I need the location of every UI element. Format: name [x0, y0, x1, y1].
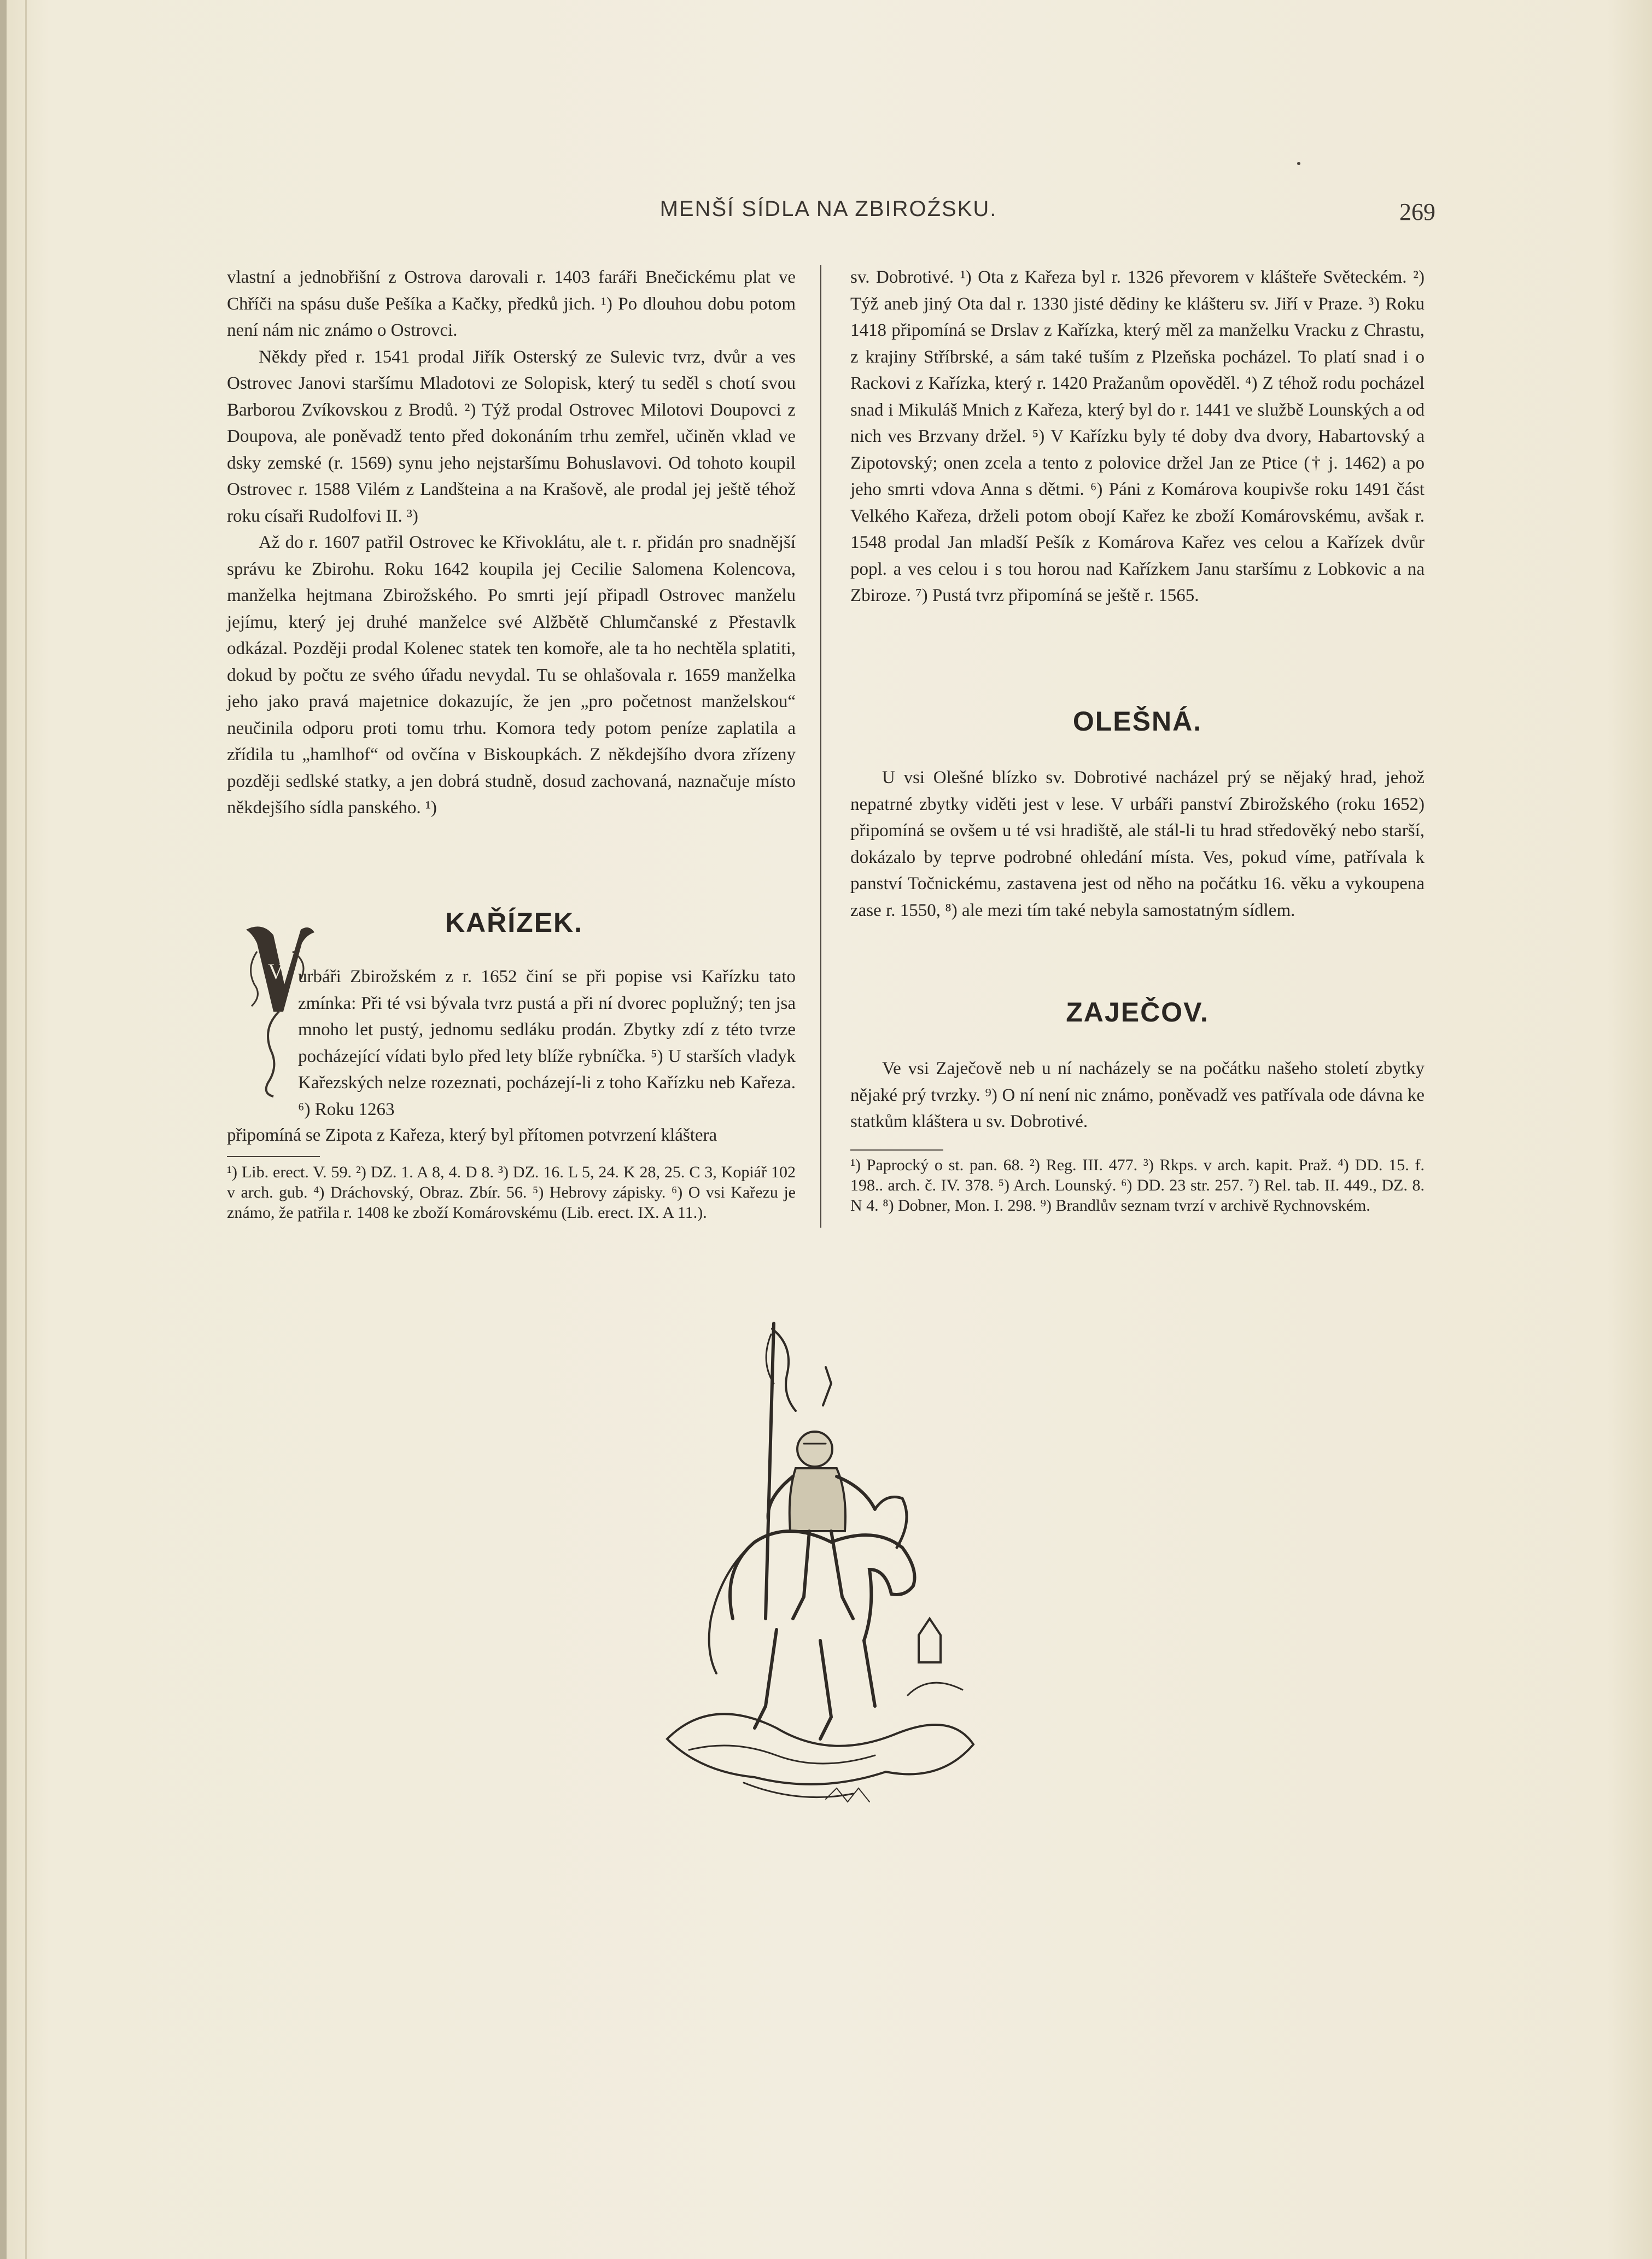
paragraph: sv. Dobrotivé. ¹) Ota z Kařeza byl r. 1326 převorem v klášteře Světeckém. ²) Týž aneb jiný Ota dal r. 1330 jisté dědiny ke klášteru sv. Jiří v Praze. ³) Roku 1418 připomíná se Drslav z Kařízka, který měl za manželku Vracku z Chrastu, z krajiny Stříbrské, a sám také tuším z Plzeňska pocházel. To platí snad i o Rackovi z Kařízka, který r. 1420 Pražanům opověděl. ⁴) Z téhož rodu pocházel snad i Mikuláš Mnich z Kařeza, který byl do r. 1441 ve službě Lounských a od nich ves Brzvany držel. ⁵) V Kařízku byly té doby dva dvory, Habartovský a Zipotovský; onen zcela a tento z polovice držel Jan ze Ptice († j. 1462) a po jeho smrti vdova Anna s dětmi. ⁶) Páni z Komárova koupivše roku 1491 část Velkého Kařeza, drželi potom obojí Kařez ke zboží Komárovskému, avšak r. 1548 prodal Jan mladší Pešík z Komárova Kařez ves celou a Kařízek dvůr popl. a ves celou i s tou horou nad Kařízkem Janu staršímu z Lobkovic a na Zbiroze. ⁷) Pustá tvrz připomíná se ještě r. 1565. [850, 267, 1425, 605]
zajecov-body [850, 1055, 1425, 1135]
karizek-continued [227, 1122, 796, 1149]
footnotes-left [227, 1162, 796, 1223]
page-edge-line [25, 0, 27, 2259]
karizek-body [298, 964, 796, 1123]
paragraph: Až do r. 1607 patřil Ostrovec ke Křivoklátu, ale t. r. přidán pro snadnější správu ke Zbirohu. Roku 1642 koupila jej Cecilie Salomena Kolencova, manželka hejtmana Zbirožského. Po smrti její připadl Ostrovec manželu jejímu, který jej druhé manželce své Alžbětě Chlumčanské z Přestavlk odkázal. Později prodal Kolenec statek ten komoře, ale ta ho nechtěla splatiti, dokud by počtu ze svého úřadu nevydal. Tu se ohlašovala r. 1659 manželka jeho jako pravá majetnice dokazujíc, že jen „pro početnost manželskou“ neučinila odporu proti tomu trhu. Komora tedy potom peníze zaplatila a zřídila tu „hamlhof“ od ovčína v Biskoupkách. Z někdejšího dvora zřízeny později sedlské statky, a jen dobrá studně, dosud zachovaná, naznačuje místo někdejšího sídla panského. ¹) [227, 533, 796, 818]
page-edge [0, 0, 7, 2259]
left-column [227, 264, 796, 821]
paragraph: urbáři Zbirožském z r. 1652 činí se při popise vsi Kařízku tato zmínka: Při té vsi bývala tvrz pustá a při ní dvorec poplužný; ten jsa mnoho let pustý, jednomu sedláku prodán. Zbytky zdí z této tvrze pocházející vídati bylo před lety blíže rybníčka. ⁵) U starších vladyk Kařezských nelze rozeznati, pocházejí-li z toho Kařízku neb Kařeza. ⁶) Roku 1263 [298, 967, 796, 1119]
paragraph: Někdy před r. 1541 prodal Jiřík Osterský ze Sulevic tvrz, dvůr a ves Ostrovec Janovi staršímu Mladotovi ze Solopisk, který tu seděl s chotí svou Barborou Zvíkovskou z Brodů. ²) Týž prodal Ostrovec Milotovi Doupovci z Doupova, ale poněvadž tento před dokonáním trhu zemřel, učiněn vklad ve dsky zemské (r. 1569) synu jeho nejstaršímu Bohuslavovi. Od tohoto koupil Ostrovec r. 1588 Vilém z Landšteina a na Krašově, ale prodal jej ještě téhož roku císaři Rudolfovi II. ³) [227, 347, 796, 526]
column-divider [820, 265, 821, 1228]
running-header: MENŠÍ SÍDLA NA ZBIROŹSKU. [659, 197, 997, 221]
print-speck [1297, 162, 1300, 165]
footnote-text: ¹) Paprocký o st. pan. 68. ²) Reg. III. 477. ³) Rkps. v arch. kapit. Praž. ⁴) DD. 15. f. 198.. arch. č. IV. 378. ⁵) Arch. Lounský. ⁶) DD. 23 str. 257. ⁷) Rel. tab. II. 449., DZ. 8. N 4. ⁸) Dobner, Mon. I. 298. ⁹) Brandlův seznam tvrzí v archivě Rychnovském. [850, 1156, 1425, 1215]
footnote-text: ¹) Lib. erect. V. 59. ²) DZ. 1. A 8, 4. D 8. ³) DZ. 16. L 5, 24. K 28, 25. C 3, Kopiář 102 v arch. gub. ⁴) Dráchovský, Obraz. Zbír. 56. ⁵) Hebrovy zápisky. ⁶) O vsi Kařezu je známo, že patřila r. 1408 ke zboží Komárovskému (Lib. erect. IX. A 11.). [227, 1163, 796, 1222]
paragraph: připomíná se Zipota z Kařeza, který byl přítomen potvrzení kláštera [227, 1125, 717, 1145]
section-heading-olesna: OLEŠNÁ. [1072, 706, 1202, 737]
section-heading-zajecov: ZAJEČOV. [1066, 997, 1209, 1028]
section-heading-karizek: KAŘÍZEK. [445, 907, 583, 938]
paragraph: Ve vsi Zaječově neb u ní nacházely se na počátku našeho století zbytky nějaké prý tvrzky. ⁹) O ní není nic známo, poněvadž ves patřívala ode dávna ke statkům kláštera u sv. Dobrotivé. [850, 1059, 1425, 1131]
paragraph: vlastní a jednobřišní z Ostrova darovali r. 1403 faráři Bnečickému plat ve Chříči na spásu duše Pešíka a Kačky, předků jich. ¹) Po dlouhou dobu potom není nám nic známo o Ostrovci. [227, 267, 796, 340]
knight-on-horse-illustration [656, 1312, 984, 1826]
footnotes-right [850, 1155, 1425, 1216]
paragraph: U vsi Olešné blízko sv. Dobrotivé nacházel prý se nějaký hrad, jehož nepatrné zbytky viděti jest v lese. V urbáři panství Zbirožského (roku 1652) připomíná se ovšem u té vsi hradiště, ale stál-li tu hrad středověký nebo starší, dokázalo by teprve podrobné ohledání místa. Ves, pokud víme, patřívala k panství Točnickému, zastavena jest od něho na počátku 16. věku a vykoupena zase r. 1550, ⁸) ale mezi tím také nebyla samostatným sídlem. [850, 768, 1425, 920]
svg-text:V: V [268, 959, 284, 984]
footnote-rule [227, 1156, 320, 1157]
footnote-rule [850, 1149, 943, 1151]
olesna-body [850, 764, 1425, 924]
right-column [850, 264, 1425, 609]
page-number: 269 [1399, 199, 1435, 225]
